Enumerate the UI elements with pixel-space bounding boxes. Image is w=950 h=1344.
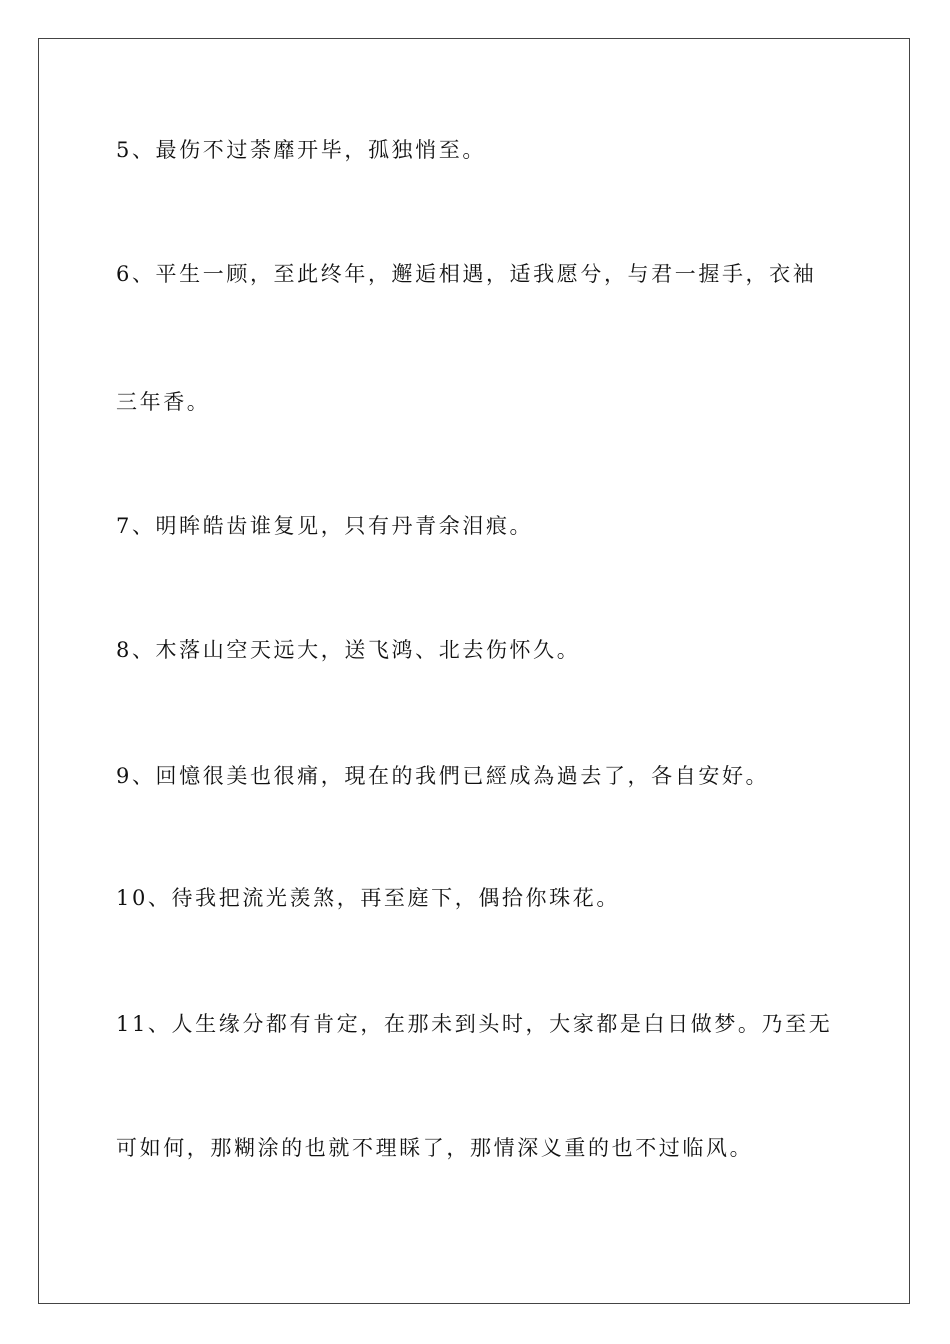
text-line-8: 8、木落山空天远大，送飞鸿、北去伤怀久。 <box>116 638 581 662</box>
text-line-6-continued: 三年香。 <box>116 390 211 414</box>
text-line-6: 6、平生一顾，至此终年，邂逅相遇，适我愿兮，与君一握手，衣袖 <box>116 262 817 286</box>
text-line-11: 11、人生缘分都有肯定，在那未到头时，大家都是白日做梦。乃至无 <box>116 1012 833 1036</box>
text-line-9: 9、回憶很美也很痛，現在的我們已經成為過去了，各自安好。 <box>116 764 770 788</box>
text-line-10: 10、待我把流光羡煞，再至庭下，偶拾你珠花。 <box>116 886 620 910</box>
text-line-5: 5、最伤不过荼靡开毕，孤独悄至。 <box>116 138 486 162</box>
page-border <box>38 38 910 1304</box>
text-line-7: 7、明眸皓齿谁复见，只有丹青余泪痕。 <box>116 514 534 538</box>
text-line-11-continued: 可如何，那糊涂的也就不理睬了，那情深义重的也不过临风。 <box>116 1136 754 1160</box>
